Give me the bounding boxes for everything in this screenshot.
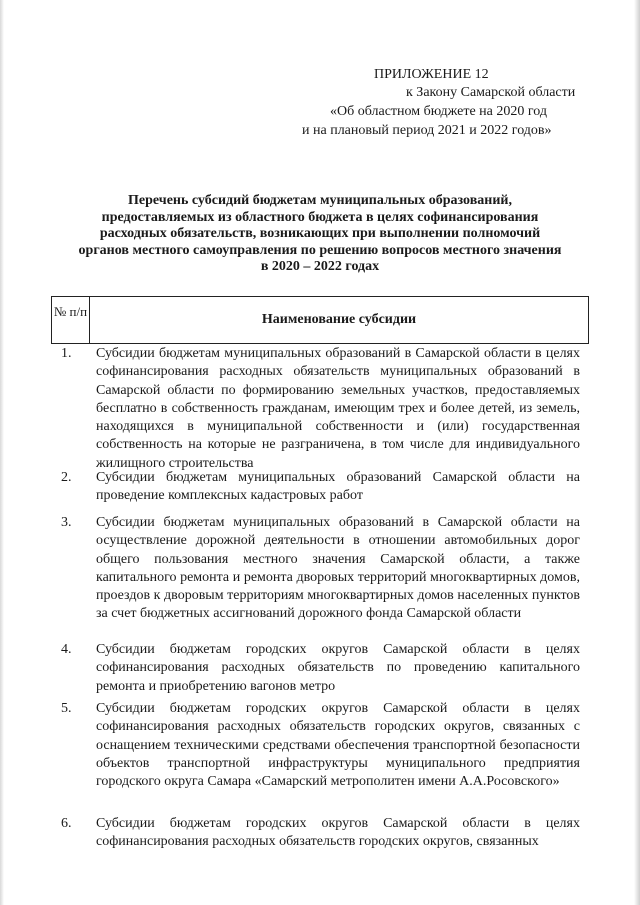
row-number: 2. bbox=[61, 470, 72, 485]
scan-edge-left bbox=[0, 0, 4, 905]
scan-edge-right bbox=[634, 0, 640, 905]
row-number: 3. bbox=[61, 515, 72, 530]
appendix-line: «Об областном бюджете на 2020 год bbox=[330, 104, 547, 119]
row-text: Субсидии бюджетам городских округов Самарской области в целях софинансирования расходных обязательств городских округов, связанных с оснащением техническими средствами обеспечения транспортной безопасности объектов транспортной инфраструктуры муниципального предприятия городского округа Самара «Самарский метрополитен имени А.А.Росовского» bbox=[96, 701, 580, 790]
column-header-name: Наименование субсидии bbox=[261, 312, 417, 327]
row-number: 1. bbox=[61, 346, 72, 361]
appendix-line: ПРИЛОЖЕНИЕ 12 bbox=[374, 67, 489, 82]
row-text: Субсидии бюджетам городских округов Самарской области в целях софинансирования расходных обязательств по проведению капитального ремонта и приобретению вагонов метро bbox=[96, 642, 580, 694]
row-text: Субсидии бюджетам муниципальных образований в Самарской области на осуществление дорожной деятельности в отношении автомобильных дорог общего пользования местного значения Самарской области, а также капитального ремонта и ремонта дворовых территорий многоквартирных домов, проездов к дворовым территориям многоквартирных домов населенных пунктов за счет бюджетных ассигнований дорожного фонда Самарской области bbox=[96, 515, 580, 622]
appendix-line: к Закону Самарской области bbox=[406, 85, 576, 100]
document-title bbox=[50, 193, 590, 276]
title-line: предоставляемых из областного бюджета в целях софинансирования bbox=[101, 209, 539, 225]
column-header-number: № п/п bbox=[52, 297, 90, 343]
row-text: Субсидии бюджетам муниципальных образований в Самарской области в целях софинансирования расходных обязательств муниципальных образований в Самарской области по формированию земельных участков, предоставляемых бесплатно в собственность гражданам, имеющим трех и более детей, из земель, находящихся в муниципальной собственности и (или) государственная собственность на которые не разграничена, в том числе для индивидуального жилищного строительства bbox=[96, 346, 580, 471]
appendix-line: и на плановый период 2021 и 2022 годов» bbox=[302, 123, 552, 138]
table-header bbox=[51, 296, 589, 344]
row-number: 4. bbox=[61, 642, 72, 657]
row-text: Субсидии бюджетам муниципальных образований Самарской области на проведение комплексных кадастровых работ bbox=[96, 470, 580, 504]
title-line: в 2020 – 2022 годах bbox=[260, 259, 380, 275]
title-line: органов местного самоуправления по решению вопросов местного значения bbox=[78, 242, 562, 258]
row-text: Субсидии бюджетам городских округов Самарской области в целях софинансирования расходных обязательств городских округов, связанных bbox=[96, 816, 580, 850]
row-number: 5. bbox=[61, 701, 72, 716]
title-line: Перечень субсидий бюджетам муниципальных образований, bbox=[128, 193, 512, 208]
row-number: 6. bbox=[61, 816, 72, 831]
title-line: расходных обязательств, возникающих при выполнении полномочий bbox=[99, 226, 541, 242]
